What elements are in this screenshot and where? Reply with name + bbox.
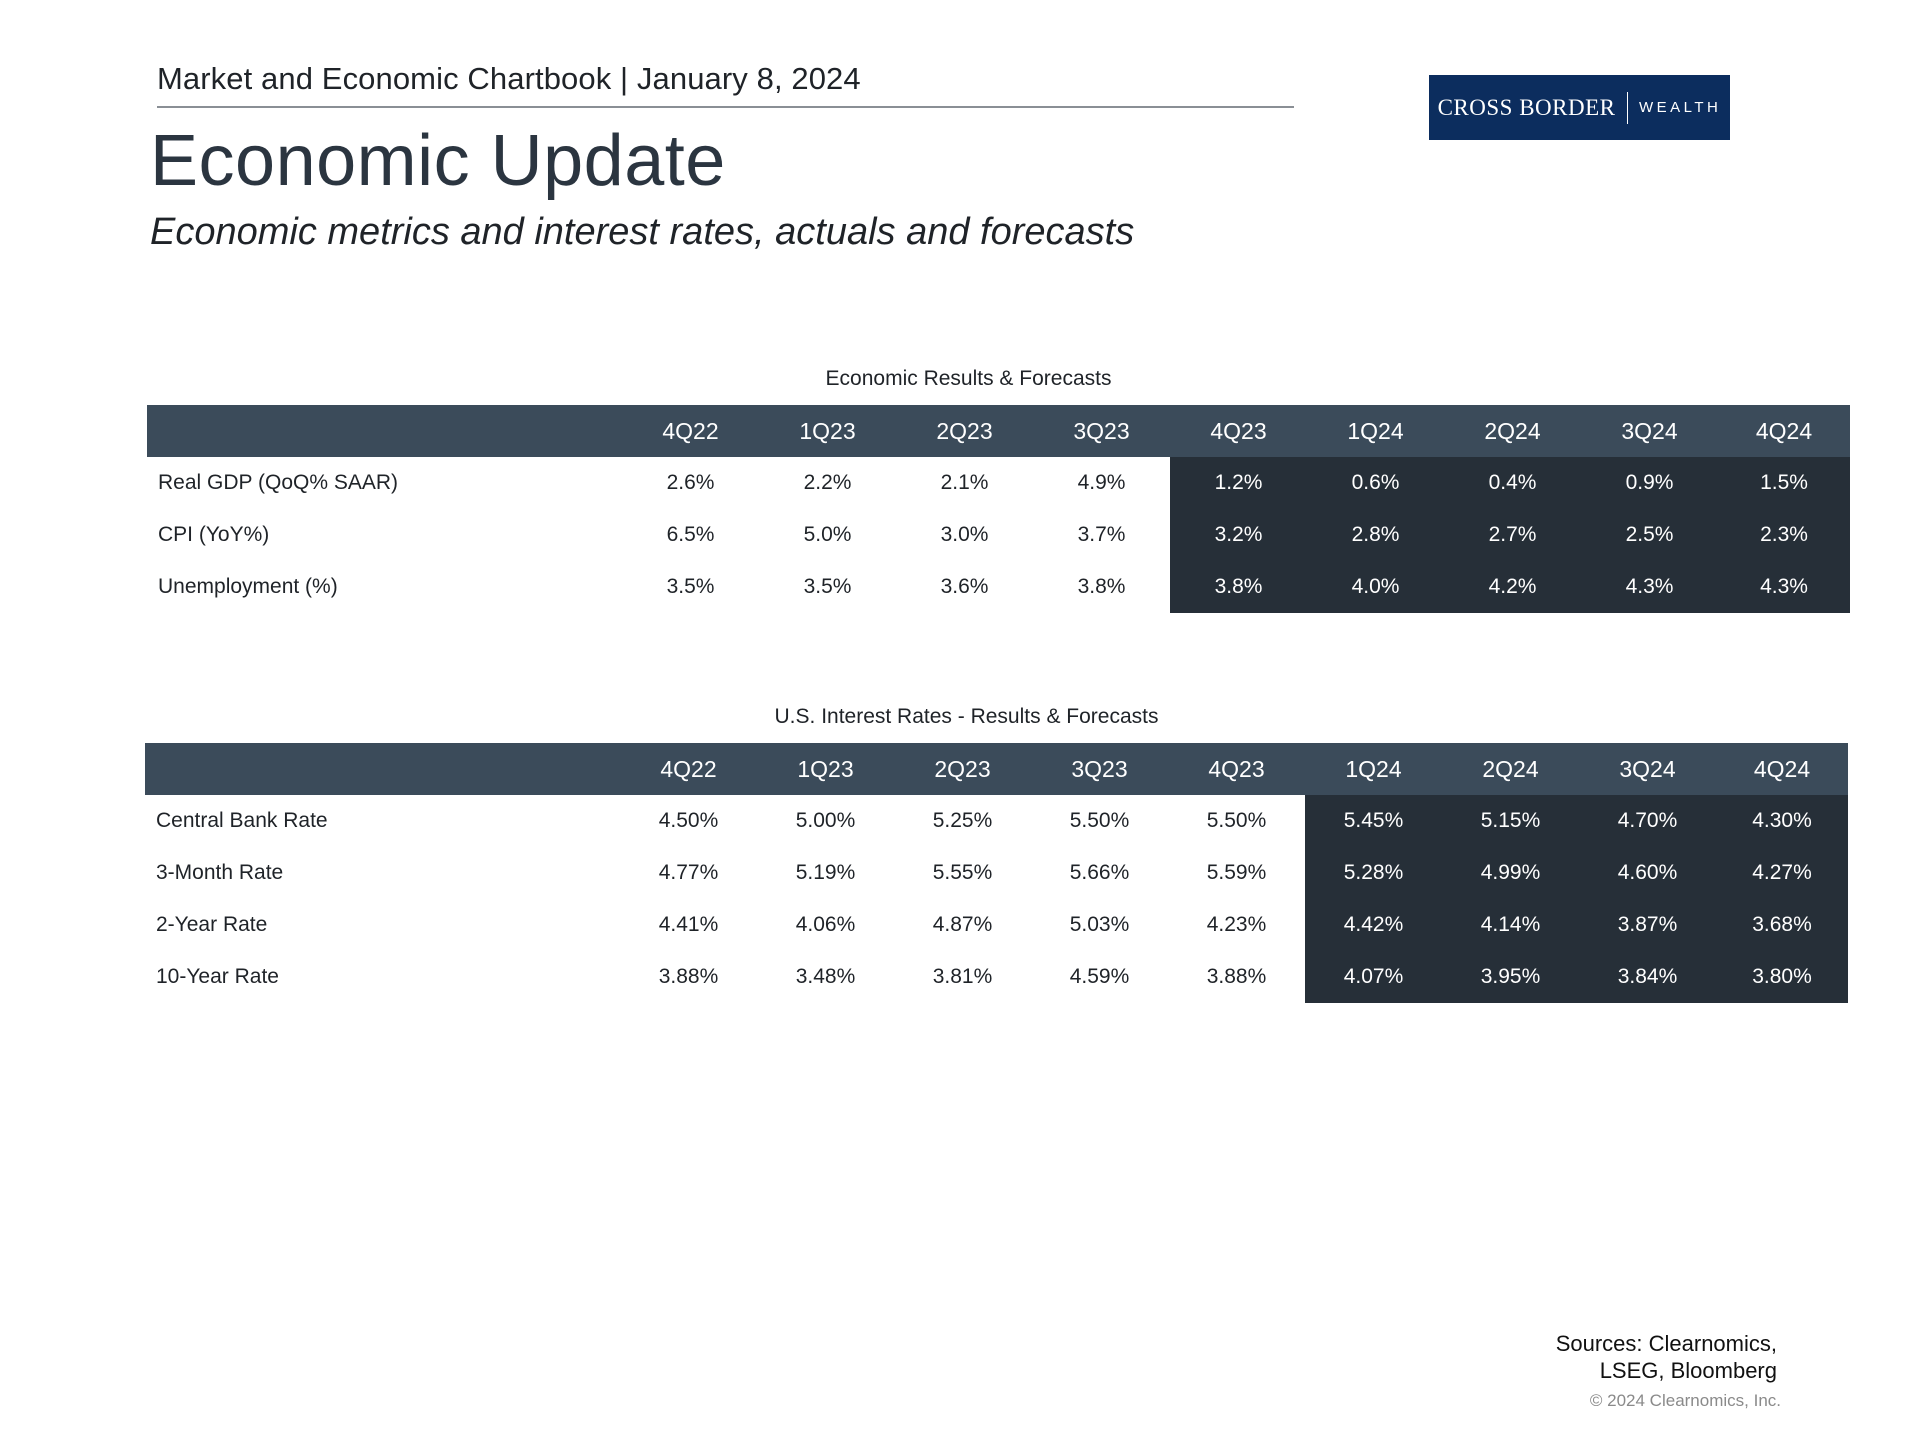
header-label-cell [147,405,622,457]
forecast-cell: 2.3% [1718,509,1850,561]
actual-cell: 3.5% [666,575,715,598]
copyright-notice: © 2024 Clearnomics, Inc. [1589,1391,1781,1410]
actual-cell: 3.48% [795,965,856,988]
forecast-cell: 5.15% [1442,795,1579,847]
header-label-cell [145,743,620,795]
row-label: 3-Month Rate [156,861,284,884]
forecast-cell: 4.70% [1579,795,1716,847]
chartbook-header: Market and Economic Chartbook | January 8, 2024 [157,61,861,96]
actual-cell: 5.59% [1206,861,1267,884]
table-header-row [147,405,1850,457]
forecast-cell: 3.68% [1716,899,1848,951]
column-header: 1Q24 [1305,743,1442,795]
column-header: 4Q24 [1718,405,1850,457]
forecast-cell: 4.2% [1444,561,1581,613]
forecast-cell: 3.95% [1442,951,1579,1003]
actual-cell: 4.23% [1206,913,1267,936]
forecast-cell: 4.14% [1442,899,1579,951]
actual-cell: 2.2% [803,471,852,494]
column-header: 2Q23 [894,743,1031,795]
actual-cell: 4.59% [1069,965,1130,988]
forecast-cell: 4.0% [1307,561,1444,613]
column-header: 3Q24 [1581,405,1718,457]
actual-cell: 5.0% [803,523,852,546]
row-label: Unemployment (%) [158,575,338,598]
actual-cell: 3.88% [1206,965,1267,988]
actual-cell: 4.9% [1077,471,1126,494]
actual-cell: 4.06% [795,913,856,936]
actual-cell: 2.1% [940,471,989,494]
table-header-row [145,743,1848,795]
actual-cell: 3.88% [658,965,719,988]
actual-cell: 4.50% [658,809,719,832]
brand-logo [1429,75,1730,140]
actual-cell: 5.50% [1069,809,1130,832]
table-row [147,561,1850,613]
column-header: 1Q23 [757,743,894,795]
column-header: 1Q23 [759,405,896,457]
forecast-cell: 3.8% [1170,561,1307,613]
page-subtitle: Economic metrics and interest rates, actuals and forecasts [150,211,1135,253]
row-label: 10-Year Rate [156,965,279,988]
forecast-cell: 2.8% [1307,509,1444,561]
actual-cell: 3.6% [940,575,989,598]
actual-cell: 5.55% [932,861,993,884]
actual-cell: 3.81% [932,965,993,988]
actual-cell: 5.50% [1206,809,1267,832]
table-row [145,899,1848,951]
interest-rates-table [145,743,1848,1003]
forecast-cell: 5.28% [1305,847,1442,899]
column-header: 3Q24 [1579,743,1716,795]
logo-main-text: CROSS BORDER [1437,94,1616,120]
forecast-cell: 0.9% [1581,457,1718,509]
column-header: 1Q24 [1307,405,1444,457]
forecast-cell: 1.2% [1170,457,1307,509]
actual-cell: 5.19% [795,861,856,884]
forecast-cell: 4.99% [1442,847,1579,899]
forecast-cell: 3.87% [1579,899,1716,951]
table-row [147,509,1850,561]
sources-line: Sources: Clearnomics, [1555,1331,1777,1356]
logo-sub-text: WEALTH [1639,99,1722,116]
forecast-cell: 4.42% [1305,899,1442,951]
forecast-cell: 3.80% [1716,951,1848,1003]
rates-table-caption: U.S. Interest Rates - Results & Forecasts [774,705,1159,728]
column-header: 2Q23 [896,405,1033,457]
actual-cell: 3.8% [1077,575,1126,598]
forecast-cell: 4.3% [1581,561,1718,613]
actual-cell: 3.0% [940,523,989,546]
column-header: 2Q24 [1444,405,1581,457]
actual-cell: 2.6% [666,471,715,494]
sources-note [1556,1330,1777,1384]
forecast-cell: 5.45% [1305,795,1442,847]
column-header: 4Q23 [1168,743,1305,795]
forecast-cell: 4.3% [1718,561,1850,613]
table-row [145,951,1848,1003]
forecast-cell: 4.27% [1716,847,1848,899]
column-header: 3Q23 [1033,405,1170,457]
actual-cell: 3.5% [803,575,852,598]
row-label: Central Bank Rate [156,809,328,832]
header-divider [157,106,1294,108]
forecast-cell: 2.7% [1444,509,1581,561]
logo-separator [1627,92,1629,124]
actual-cell: 5.00% [795,809,856,832]
forecast-cell: 4.07% [1305,951,1442,1003]
table-row [147,457,1850,509]
forecast-cell: 0.4% [1444,457,1581,509]
column-header: 4Q22 [620,743,757,795]
actual-cell: 6.5% [666,523,715,546]
forecast-cell: 4.30% [1716,795,1848,847]
actual-cell: 4.77% [658,861,719,884]
column-header: 4Q22 [622,405,759,457]
table-row [145,795,1848,847]
actual-cell: 5.66% [1069,861,1130,884]
actual-cell: 4.41% [658,913,719,936]
economic-results-table [147,405,1850,613]
column-header: 3Q23 [1031,743,1168,795]
economic-table-caption: Economic Results & Forecasts [825,367,1112,390]
column-header: 4Q23 [1170,405,1307,457]
actual-cell: 3.7% [1077,523,1126,546]
forecast-cell: 0.6% [1307,457,1444,509]
actual-cell: 5.03% [1069,913,1130,936]
column-header: 4Q24 [1716,743,1848,795]
row-label: 2-Year Rate [156,913,268,936]
forecast-cell: 3.2% [1170,509,1307,561]
sources-line: LSEG, Bloomberg [1599,1358,1777,1383]
actual-cell: 5.25% [932,809,993,832]
row-label: CPI (YoY%) [158,523,270,546]
actual-cell: 4.87% [932,913,993,936]
forecast-cell: 2.5% [1581,509,1718,561]
column-header: 2Q24 [1442,743,1579,795]
forecast-cell: 3.84% [1579,951,1716,1003]
forecast-cell: 4.60% [1579,847,1716,899]
row-label: Real GDP (QoQ% SAAR) [158,471,399,494]
forecast-cell: 1.5% [1718,457,1850,509]
page-title: Economic Update [150,121,726,201]
table-row [145,847,1848,899]
